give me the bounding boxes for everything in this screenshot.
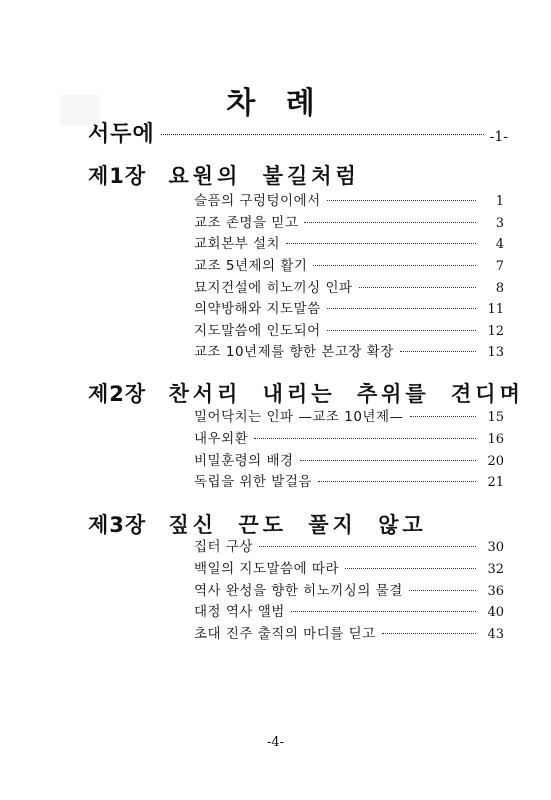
toc-entry [194,427,504,449]
leader-dots [161,134,484,135]
preface-label: 서두에 [88,122,155,147]
entry-page: 3 [495,216,504,231]
entry-title: 집터 구상 [194,539,253,555]
entry-page: 43 [487,627,504,642]
entry-page: 8 [495,281,504,296]
entry-page: 32 [487,562,504,577]
toc-entry [194,449,504,471]
leader-dots [327,330,476,331]
chapter-heading [88,378,528,408]
leader-dots [327,308,476,309]
leader-dots [327,200,476,201]
entry-title: 묘지건설에 히노끼싱 인파 [194,280,353,296]
chapter-number: 제3장 [88,513,147,537]
leader-dots [291,611,476,612]
toc-entry [194,405,504,427]
entry-title: 초대 진주 출직의 마디를 딛고 [194,626,376,642]
entry-title: 교조 존명을 믿고 [194,215,299,231]
chapter-title: 짚신 끈도 풀지 않고 [168,513,427,537]
toc-entry [194,297,504,319]
toc-entry [194,254,504,276]
chapter-title: 요원의 불길처럼 [168,164,360,188]
leader-dots [409,590,476,591]
leader-dots [318,481,476,482]
leader-dots [259,546,476,547]
leader-dots [410,416,476,417]
entry-page: 11 [487,302,504,317]
entry-title: 교조 10년제를 향한 본고장 확장 [194,344,394,360]
entry-page: 15 [487,410,504,425]
toc-entry [194,557,504,579]
entry-title: 대정 역사 앨범 [194,604,285,620]
entry-title: 슬픔의 구렁텅이에서 [194,193,321,209]
toc-entry [194,600,504,622]
entry-title: 지도말씀에 인도되어 [194,323,321,339]
preface-entry [88,117,508,147]
preface-page: -1- [489,129,508,145]
entry-page: 12 [487,324,504,339]
leader-dots [382,633,476,634]
toc-entry [194,319,504,341]
entry-page: 20 [487,454,504,469]
entry-title: 비밀훈령의 배경 [194,453,294,469]
leader-dots [304,222,476,223]
chapter-title: 찬서리 내리는 추위를 견디며 [168,382,524,406]
toc-entry [194,622,504,644]
page-number: -4- [266,735,285,750]
entry-page: 7 [495,259,504,274]
toc-entry [194,232,504,254]
toc-entry [194,189,504,211]
toc-entry [194,340,504,362]
entry-title: 내우외환 [194,431,249,447]
entry-page: 4 [495,237,504,252]
chapter-number: 제1장 [88,164,147,188]
entry-title: 교회본부 설치 [194,236,281,252]
leader-dots [313,265,476,266]
leader-dots [286,243,476,244]
entry-title: 역사 완성을 향한 히노끼싱의 물결 [194,583,403,599]
leader-dots [400,351,476,352]
entry-page: 21 [487,475,504,490]
entry-title: 독립을 위한 발걸음 [194,474,312,490]
toc-entry [194,470,504,492]
leader-dots [359,287,476,288]
entry-page: 30 [487,540,504,555]
chapter-heading [88,160,528,190]
entry-page: 13 [487,345,504,360]
toc-entry [194,276,504,298]
chapter-number: 제2장 [88,382,147,406]
entry-title: 밀어닥치는 인파 —교조 10년제— [194,409,404,425]
toc-entry [194,535,504,557]
entry-page: 36 [487,584,504,599]
leader-dots [254,438,476,439]
entry-title: 의약방해와 지도말씀 [194,301,321,317]
toc-entry [194,579,504,601]
page-title: 차 례 [226,86,325,121]
entry-title: 교조 5년제의 활기 [194,258,308,274]
entry-page: 40 [487,605,504,620]
entry-page: 16 [487,432,504,447]
toc-entry [194,211,504,233]
leader-dots [345,568,476,569]
entry-title: 백일의 지도말씀에 따라 [194,561,339,577]
leader-dots [300,460,476,461]
entry-page: 1 [495,194,504,209]
